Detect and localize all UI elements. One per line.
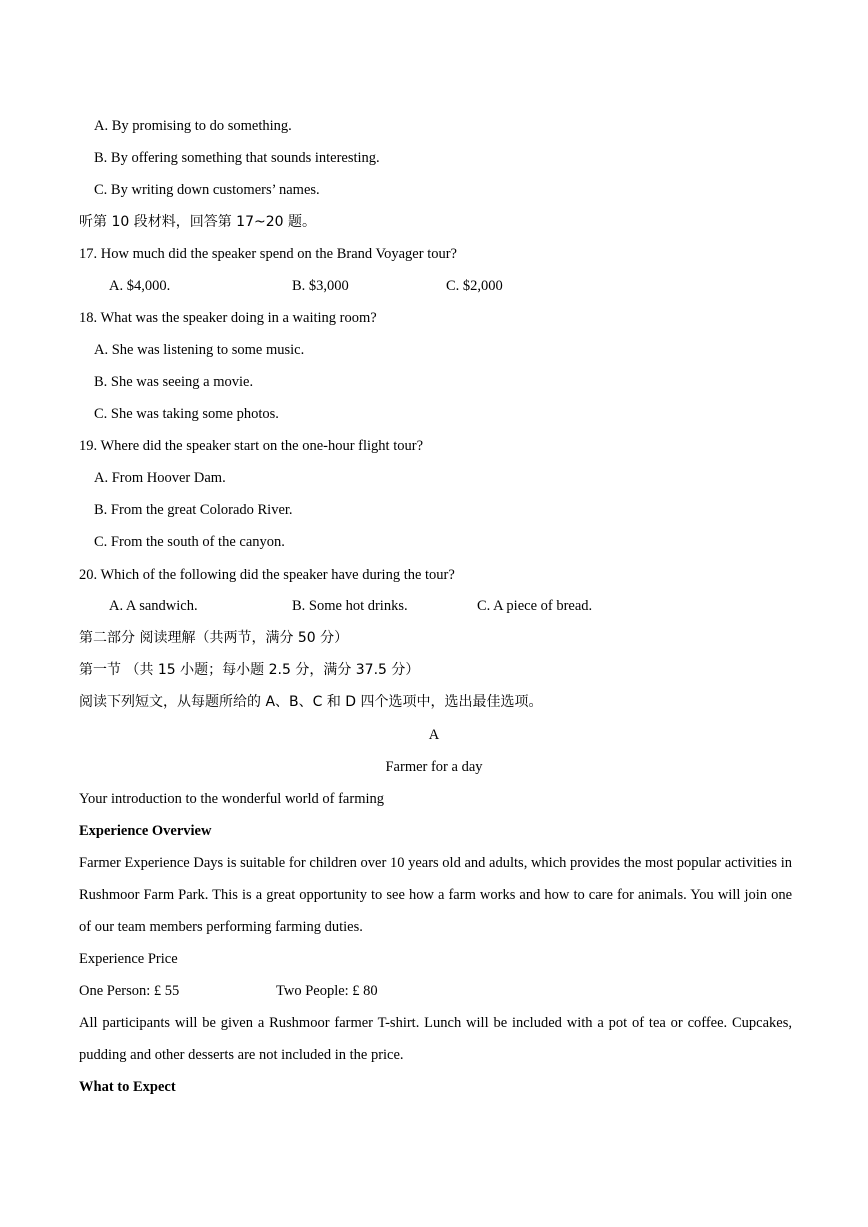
overview-paragraph: Farmer Experience Days is suitable for children over 10 years old and adults, which provides the most popular activities in Rushmoor Farm Park. This is a great opportunity to see how a farm works and how to care for animals. You will join one of our team members performing farming duties. xyxy=(79,855,792,936)
q18-option-b: B. She was seeing a movie. xyxy=(94,374,254,390)
q18-question: 18. What was the speaker doing in a waiting room? xyxy=(79,310,377,326)
price-two-people: Two People: £ 80 xyxy=(276,983,378,999)
passage-label: A xyxy=(428,727,440,743)
q19-option-a: A. From Hoover Dam. xyxy=(94,470,226,486)
reading-instruction: 阅读下列短文，从每题所给的 A、B、C 和 D 四个选项中，选出最佳选项。 xyxy=(79,694,543,710)
part2-title: 第二部分 阅读理解（共两节，满分 50 分） xyxy=(79,630,349,646)
passage-intro: Your introduction to the wonderful world of farming xyxy=(79,791,384,807)
passage-title: Farmer for a day xyxy=(385,759,483,775)
q18-option-a: A. She was listening to some music. xyxy=(94,342,305,358)
q17-option-a: A. $4,000. xyxy=(109,278,171,294)
q19-option-c: C. From the south of the canyon. xyxy=(94,534,285,550)
q19-option-b: B. From the great Colorado River. xyxy=(94,502,293,518)
q20-option-c: C. A piece of bread. xyxy=(477,598,593,614)
q16-option-c: C. By writing down customers’ names. xyxy=(94,182,320,198)
q20-option-a: A. A sandwich. xyxy=(109,598,198,614)
q17-option-b: B. $3,000 xyxy=(292,278,349,294)
q19-question: 19. Where did the speaker start on the one-hour flight tour? xyxy=(79,438,423,454)
q18-option-c: C. She was taking some photos. xyxy=(94,406,279,422)
q17-option-c: C. $2,000 xyxy=(446,278,503,294)
q16-option-a: A. By promising to do something. xyxy=(94,118,292,134)
price-heading: Experience Price xyxy=(79,951,178,967)
price-paragraph: All participants will be given a Rushmoor farmer T-shirt. Lunch will be included with a pot of tea or coffee. Cupcakes, pudding and other desserts are not included in the price. xyxy=(79,1015,792,1064)
price-one-person: One Person: £ 55 xyxy=(79,983,180,999)
section10-instruction: 听第 10 段材料，回答第 17~20 题。 xyxy=(79,214,316,230)
q16-option-b: B. By offering something that sounds interesting. xyxy=(94,150,380,166)
q20-question: 20. Which of the following did the speaker have during the tour? xyxy=(79,567,455,583)
q17-question: 17. How much did the speaker spend on the Brand Voyager tour? xyxy=(79,246,457,262)
q20-option-b: B. Some hot drinks. xyxy=(292,598,408,614)
overview-heading: Experience Overview xyxy=(79,823,212,839)
section1-title: 第一节 （共 15 小题；每小题 2.5 分，满分 37.5 分） xyxy=(79,662,420,678)
expect-heading: What to Expect xyxy=(79,1079,176,1095)
